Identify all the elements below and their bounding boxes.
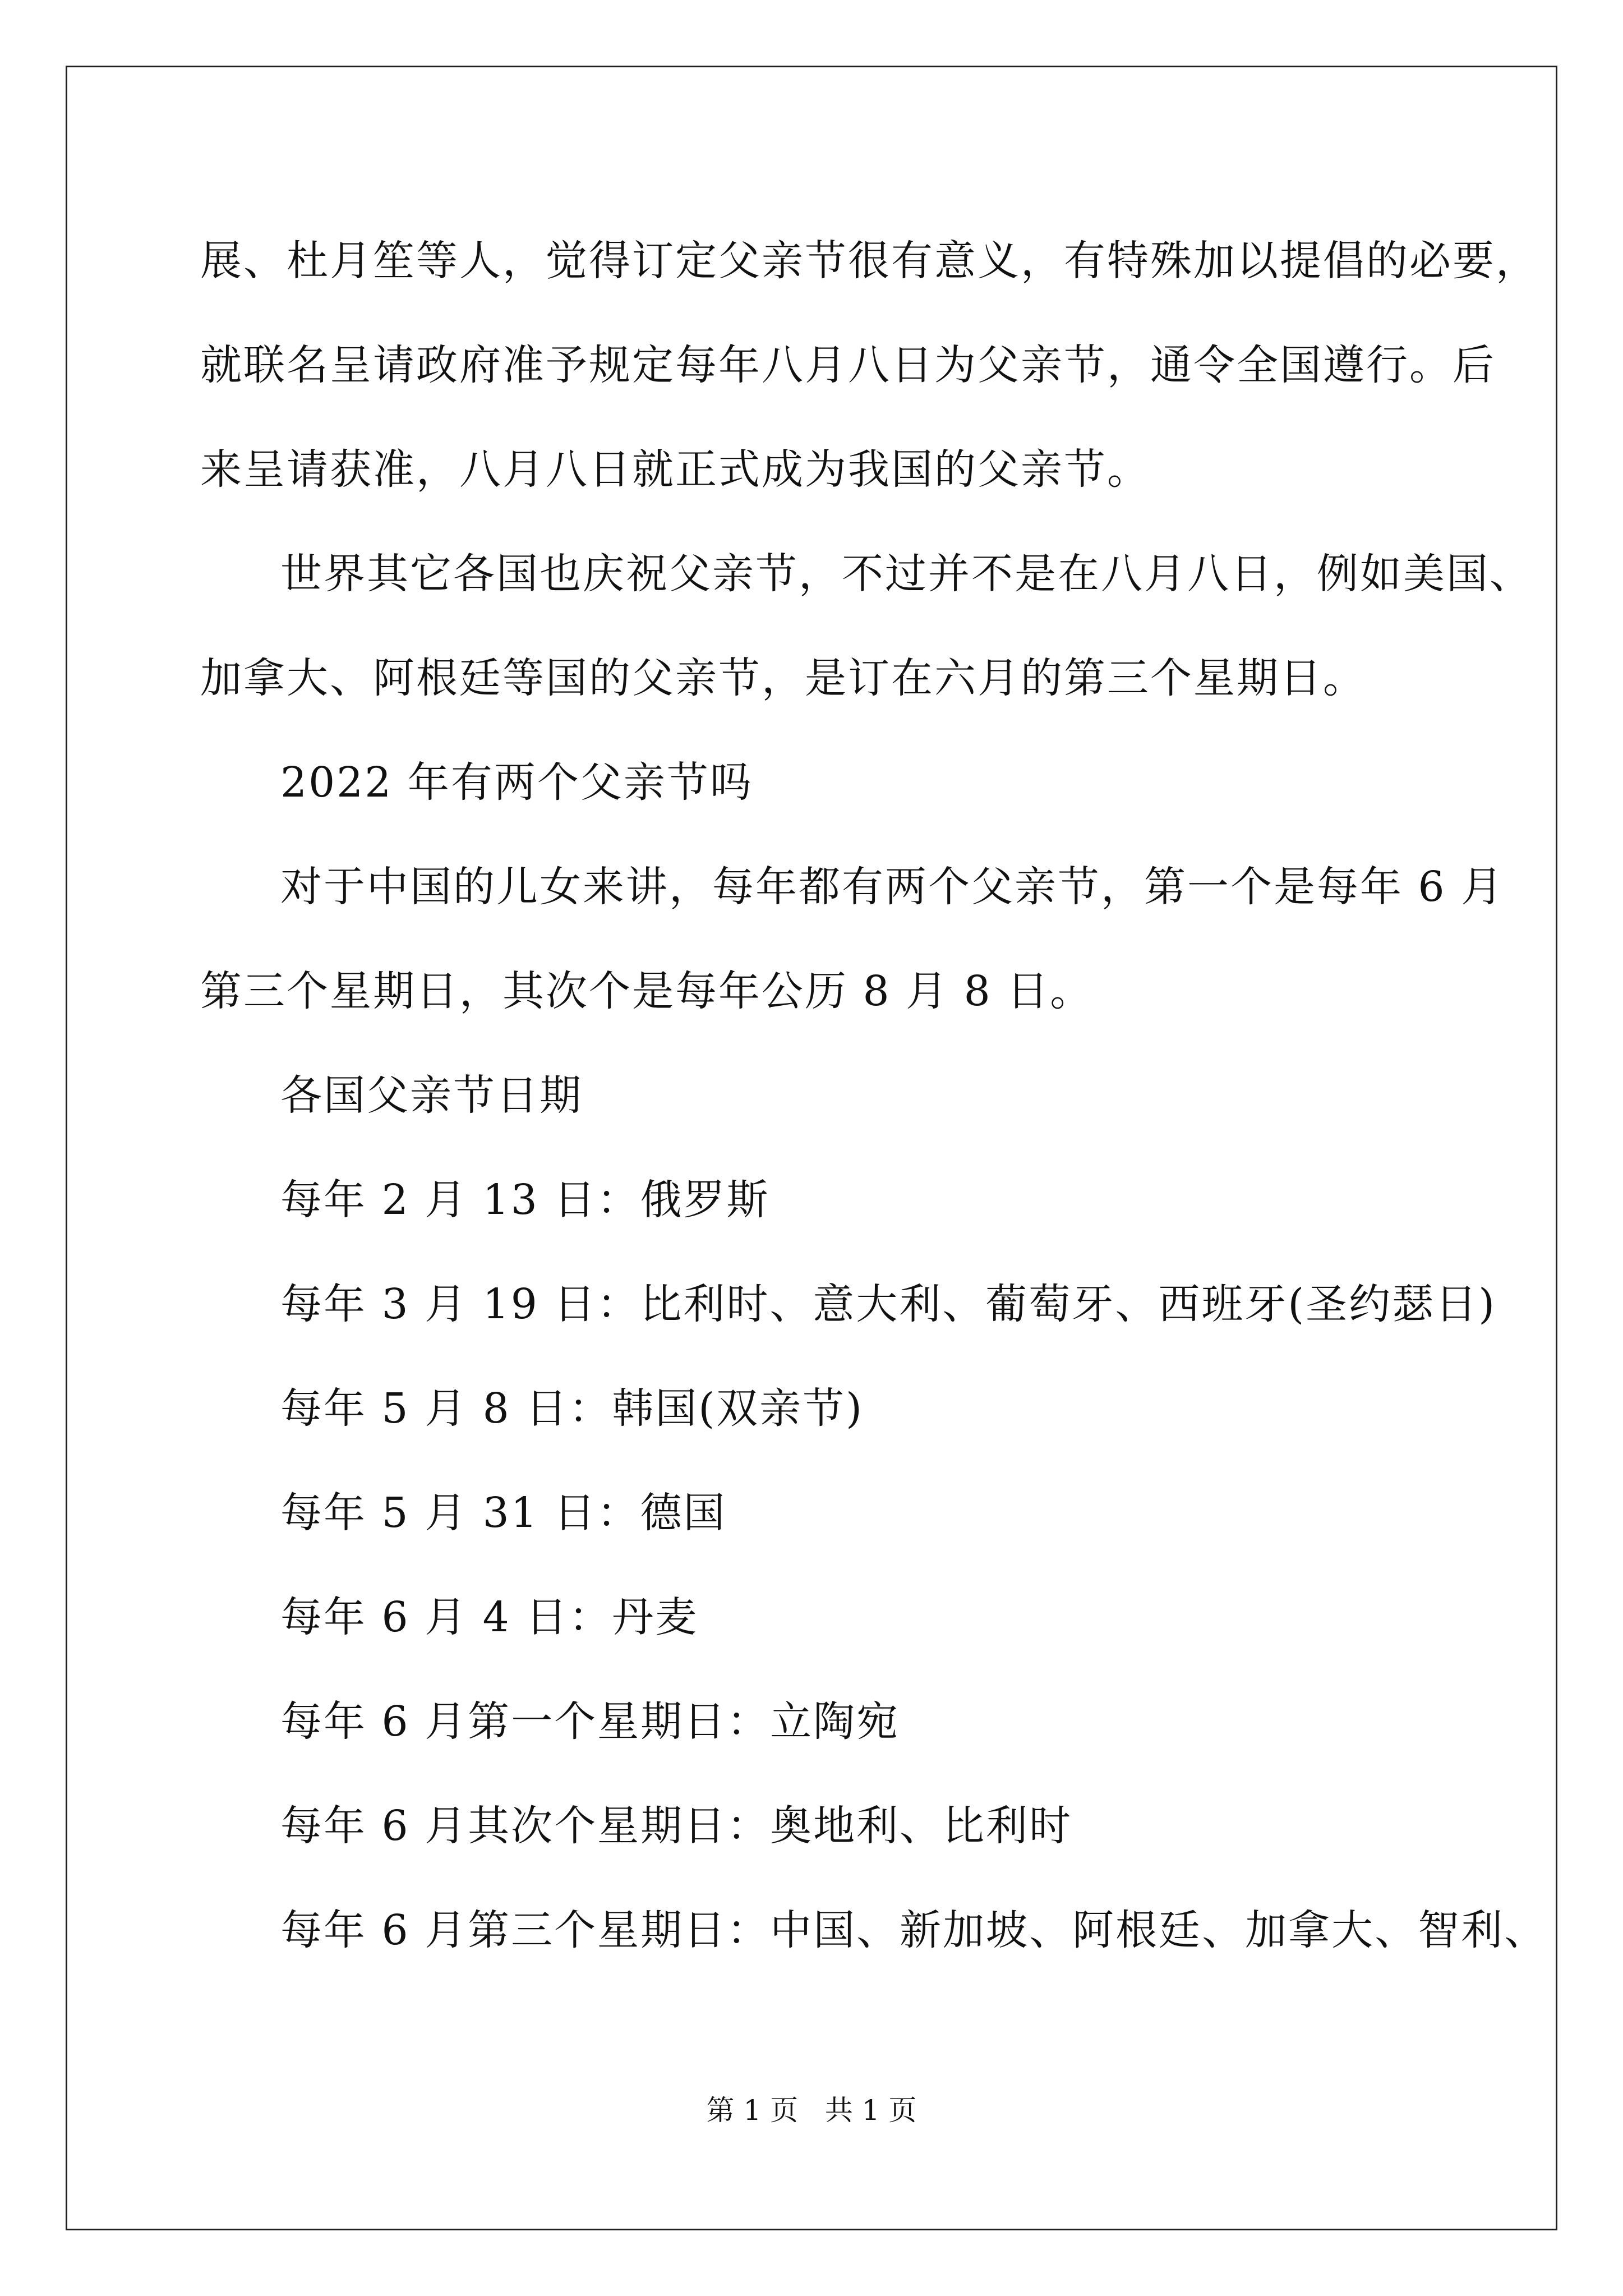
paragraph-line: 加拿大、阿根廷等国的父亲节，是订在六月的第三个星期日。	[200, 654, 1366, 702]
paragraph-line: 每年 6 月 4 日：丹麦	[280, 1593, 699, 1641]
paragraph-line: 2022 年有两个父亲节吗	[280, 758, 753, 807]
paragraph-line: 各国父亲节日期	[280, 1071, 583, 1120]
paragraph-line: 每年 6 月第三个星期日：中国、新加坡、阿根廷、加拿大、智利、	[280, 1906, 1548, 1954]
paragraph-line: 展、杜月笙等人，觉得订定父亲节很有意义，有特殊加以提倡的必要，	[200, 237, 1539, 285]
paragraph-line: 每年 6 月第一个星期日：立陶宛	[280, 1697, 900, 1746]
paragraph-line: 每年 3 月 19 日：比利时、意大利、葡萄牙、西班牙(圣约瑟日)	[280, 1280, 1497, 1328]
paragraph-line: 每年 5 月 8 日：韩国(双亲节)	[280, 1384, 864, 1433]
paragraph-line: 对于中国的儿女来讲，每年都有两个父亲节，第一个是每年 6 月	[280, 863, 1505, 911]
page-footer: 第 1 页 共 1 页	[706, 2094, 917, 2127]
paragraph-line: 第三个星期日，其次个是每年公历 8 月 8 日。	[200, 967, 1094, 1015]
paragraph-line: 来呈请获准，八月八日就正式成为我国的父亲节。	[200, 445, 1150, 494]
document-body	[200, 209, 1548, 1982]
paragraph-line: 世界其它各国也庆祝父亲节，不过并不是在八月八日，例如美国、	[280, 550, 1533, 598]
paragraph-line: 每年 5 月 31 日：德国	[280, 1489, 727, 1537]
paragraph-line: 每年 2 月 13 日：俄罗斯	[280, 1176, 770, 1224]
paragraph-line: 每年 6 月其次个星期日：奥地利、比利时	[280, 1802, 1073, 1850]
paragraph-line: 就联名呈请政府准予规定每年八月八日为父亲节，通令全国遵行。后	[200, 341, 1496, 389]
